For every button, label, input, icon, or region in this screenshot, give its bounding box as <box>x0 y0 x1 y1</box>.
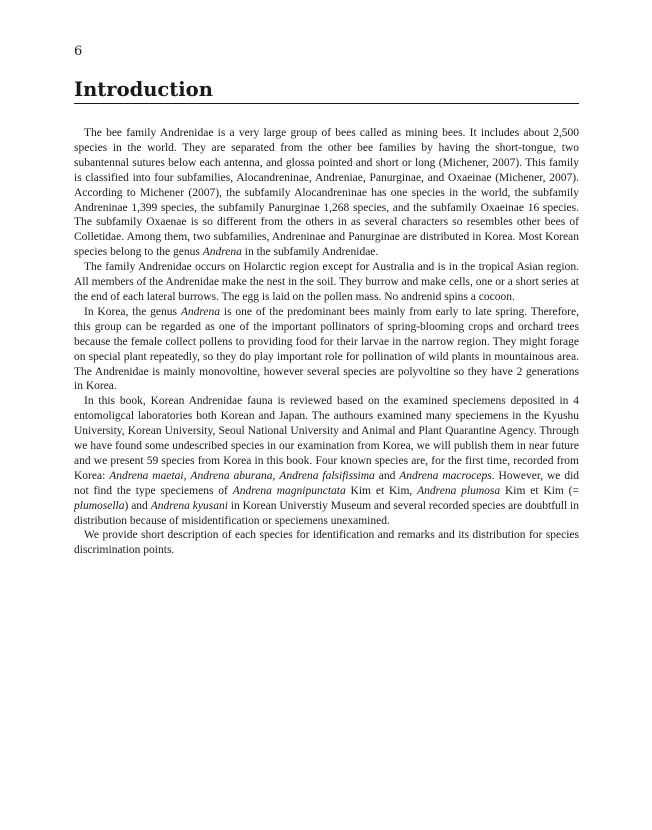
text-run: is one of the predominant bees mainly from early to late spring. Therefore, this group can be regarded as one of the important pollinators of spring-blooming crops and orchard trees because the female collect pollens to providing food for their larvae in the narrow region. They might forage on special plant repeatedly, so they do play important role for pollination of wild plants in mountainous area. The Andrenidae is mainly monovoltine, however several species are polyvoltine so they have 2 generations in Korea. <box>74 305 579 393</box>
text-run: We provide short description of each species for identification and remarks and its distribution for species discrimination points. <box>74 529 579 557</box>
italic-run: plumosella <box>74 499 125 512</box>
italic-run: Andrena <box>180 305 221 318</box>
italic-run: Andrena macroceps <box>399 469 492 482</box>
paragraph <box>74 528 579 558</box>
italic-run: Andrena magnipunctata <box>232 484 346 497</box>
text-run: In this book, Korean Andrenidae fauna is reviewed based on the examined speciemens deposited in 4 entomoligcal laboratories both Korean and Japan. The authours examined many speciemens in the Kyushu University, Korean University, Seoul National University and Animal and Plant Quarantine Agency. Through we have found some undescribed species in our examination from Korea, we will publish them in near future and we present 59 species from Korea in this book. Four known species are, for the first time, recorded from Korea: <box>74 395 579 482</box>
text-run: ) and <box>124 499 151 512</box>
title-rule <box>74 103 579 104</box>
text-run: and <box>374 469 400 482</box>
text-run: Kim et Kim, <box>345 484 418 497</box>
text-run: Kim et Kim (= <box>500 484 580 497</box>
paragraph <box>74 305 579 394</box>
italic-run: Andrena <box>202 246 242 259</box>
text-run: , <box>183 469 191 482</box>
text-run: In Korea, the genus <box>84 305 181 318</box>
italic-run: Andrena aburana <box>190 469 273 482</box>
page-number: 6 <box>74 44 83 59</box>
text-run: The bee family Andrenidae is a very large group of bees called as mining bees. It includes about 2,500 species in the world. They are separated from the other bee families by having the short-tongue, two subantennal sutures below each antenna, and glossa pointed and short or long (Michener, 2007). This family is classified into four subfamilies, Alocandreninae, Andreniae, Panurginae, and Oxaeinae (Michener, 2007). According to Michener (2007), the subfamily Alocandreninae has one species in the world, the subfamily Andreninae 1,399 species, the subfamily Panurginae 1,268 species, and the subfamily Oxaeinae 16 species. The subfamily Oxaenae is so different from the others in as several characters so resembles other bees of Colletidae. Among them, two subfamilies, Andreninae and Panurginae are distributed in Korea. Most Korean species belong to the genus <box>74 127 579 259</box>
chapter-title: Introduction <box>74 78 213 101</box>
italic-run: Andrena plumosa <box>417 484 501 497</box>
paragraph <box>74 126 579 260</box>
body-text <box>74 126 579 558</box>
text-run: in the subfamily Andrenidae. <box>241 246 379 259</box>
text-run: , <box>272 469 280 482</box>
italic-run: Andrena kyusani <box>150 499 228 512</box>
italic-run: Andrena maetai <box>109 469 184 482</box>
paragraph <box>74 394 579 528</box>
text-run: in Korean Universtiy Museum and several recorded species are doubtfull in distribution because of misidentification or speciemens unexamined. <box>74 499 579 527</box>
paragraph <box>74 260 579 305</box>
text-run: . However, we did not find the type speciemens of <box>74 469 580 497</box>
text-run: The family Andrenidae occurs on Holarctic region except for Australia and is in the tropical Asian region. All members of the Andrenidae make the nest in the soil. They burrow and make cells, one or a short series at the end of each lateral burrows. The egg is laid on the pollen mass. No andrenid spins a cocoon. <box>74 261 579 303</box>
italic-run: Andrena falsifissima <box>279 469 375 482</box>
